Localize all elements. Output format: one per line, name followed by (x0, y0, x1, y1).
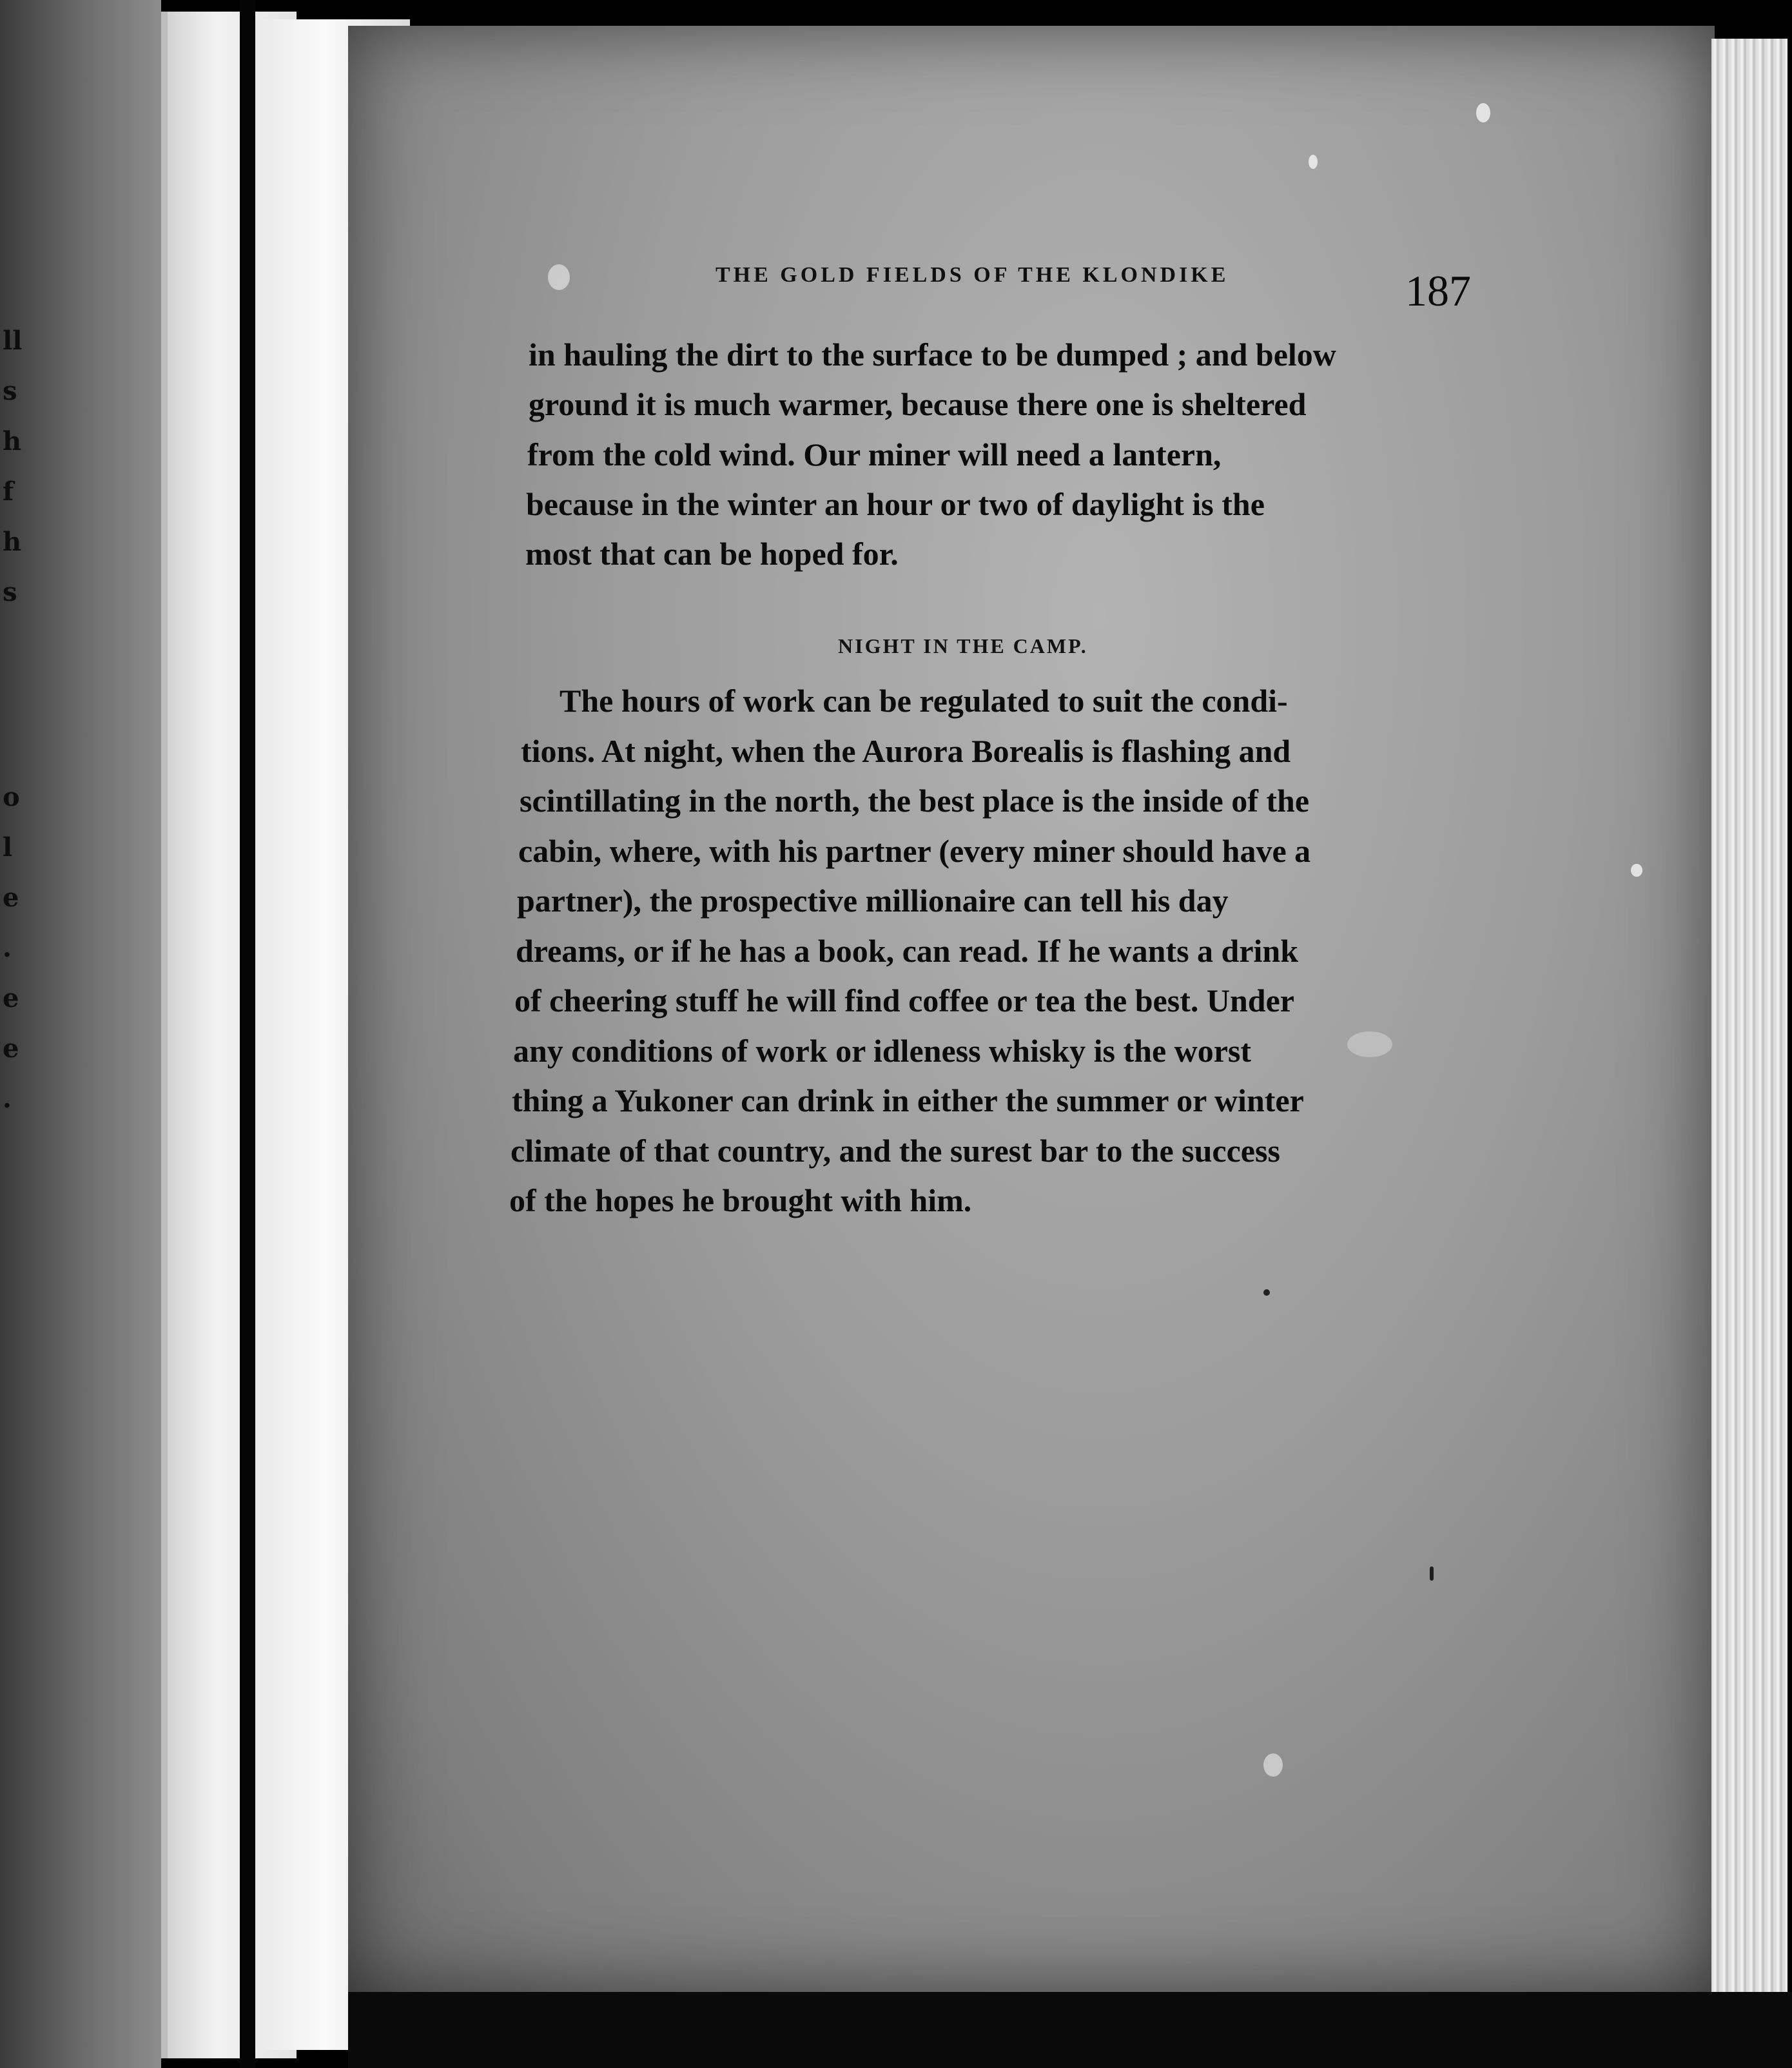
paragraph-2-line: thing a Yukoner can drink in either the summer or winter (512, 1082, 1304, 1118)
scan-speck (1430, 1566, 1434, 1581)
previous-page-char: s (3, 376, 17, 406)
previous-page-char: . (3, 1084, 12, 1114)
previous-page-char: e (3, 983, 19, 1013)
previous-page-line-ends (3, 316, 22, 1124)
scan-speck (1309, 155, 1318, 169)
previous-page-char: e (3, 883, 19, 913)
previous-page-char: f (3, 476, 14, 507)
page-number: 187 (1405, 266, 1471, 315)
previous-page-char: s (3, 577, 17, 607)
paragraph-1-line: ground it is much warmer, because there one is sheltered (529, 386, 1307, 422)
previous-page-char: e (3, 1033, 19, 1064)
paragraph-2-line: scintillating in the north, the best place is the inside of the (520, 783, 1310, 819)
previous-page-char: . (3, 933, 12, 963)
paragraph-2-line: partner), the prospective millionaire can tell his day (517, 883, 1229, 919)
paragraph-2-line: of cheering stuff he will find coffee or tea the best. Under (514, 982, 1294, 1019)
book-gutter-shadow (240, 0, 255, 2068)
paragraph-1-line: in hauling the dirt to the surface to be dumped ; and below (529, 337, 1336, 373)
paragraph-2-line: The hours of work can be regulated to suit the condi- (560, 683, 1288, 719)
previous-page-char: o (3, 782, 20, 812)
page-stack-edge (1711, 39, 1787, 2024)
scan-speck (548, 264, 570, 290)
paragraph-1-line: from the cold wind. Our miner will need a lantern, (527, 436, 1222, 473)
paragraph-2-line: any conditions of work or idleness whisky is the worst (513, 1033, 1252, 1069)
scan-speck (1263, 1289, 1270, 1296)
previous-page-gap (3, 618, 22, 772)
previous-page-edge (0, 0, 161, 2068)
scan-speck (1476, 103, 1490, 122)
previous-page-char: h (3, 426, 22, 456)
previous-page-char: h (3, 527, 22, 557)
previous-page-char: l (3, 832, 13, 863)
paragraph-2-line: dreams, or if he has a book, can read. If he wants a drink (516, 933, 1299, 969)
paragraph-2-line: cabin, where, with his partner (every miner should have a (518, 833, 1311, 869)
paragraph-2-line: tions. At night, when the Aurora Borealis is flashing and (521, 733, 1291, 769)
paragraph-2-line: climate of that country, and the surest bar to the success (511, 1133, 1280, 1169)
running-head: THE GOLD FIELDS OF THE KLONDIKE (716, 263, 1229, 287)
paragraph-2-line: of the hopes he brought with him. (509, 1182, 972, 1218)
previous-page-char: ll (3, 326, 23, 356)
paragraph-1-line: most that can be hoped for. (525, 536, 899, 572)
scan-bottom-border (348, 1992, 1792, 2068)
scan-speck (1631, 864, 1642, 877)
scan-speck (1263, 1753, 1283, 1777)
paragraph-1-line: because in the winter an hour or two of daylight is the (526, 486, 1265, 522)
section-heading: NIGHT IN THE CAMP. (838, 634, 1088, 658)
scan-speck (1347, 1031, 1392, 1057)
